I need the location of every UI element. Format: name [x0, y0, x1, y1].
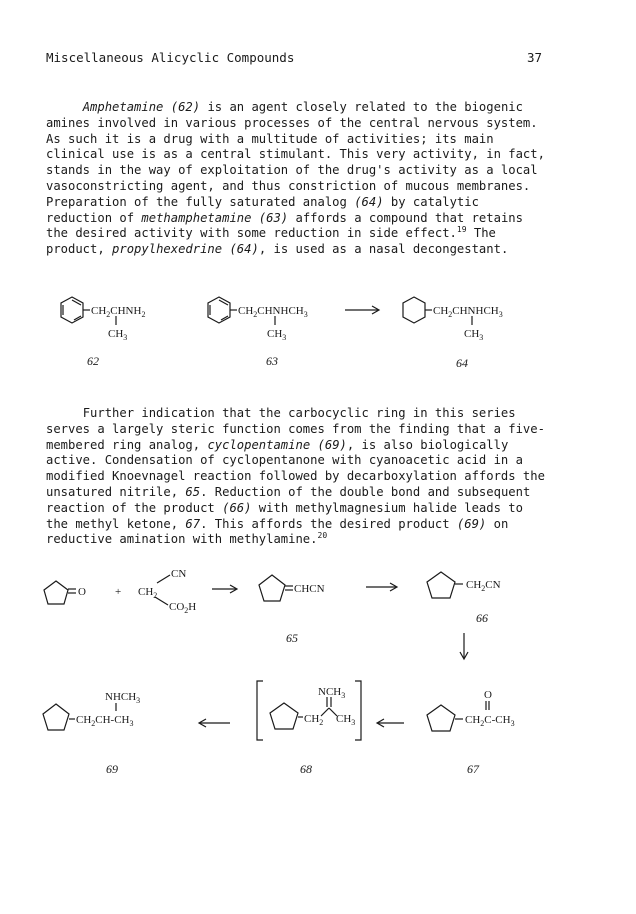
cyclopentanone-ring [44, 581, 68, 604]
label-69: 69 [106, 762, 118, 776]
group-ch3-68: $CH_3$ [336, 713, 356, 727]
ref-69: (69) [317, 437, 347, 452]
text-span: by catalytic reduction of [46, 194, 479, 225]
benzene-ring-62 [61, 297, 83, 323]
page-number: 37 [526, 50, 542, 65]
formula-64-chain: $CH_2CHNHCH_3$ [433, 305, 503, 319]
ref-64b: (64) [229, 242, 259, 257]
label-62: 62 [87, 354, 99, 368]
formula-64-methyl: $CH_3$ [464, 328, 484, 342]
text-span: is an agent closely related to the biogenic amines involved in various processes of the central nervous system. As such it is a drug with a multitude of activities; its main clinical use is as a central stimulant. This very activity, in fact, stands in the way of exploitation of the drug's activity as a local vasoconstricting agent, and thus constriction of mucous membranes. Preparation of the fully saturated analog [46, 100, 545, 209]
group-ch2: $CH_2$ [138, 586, 158, 600]
ref-64: (64) [354, 194, 384, 209]
group-co2h: $CO_2H$ [169, 601, 197, 615]
bracket-right [355, 681, 361, 740]
formula-63-chain: $CH_2CHNHCH_3$ [238, 305, 308, 319]
ref-65: 65 [185, 484, 201, 499]
group-nhch3: $NHCH_3$ [105, 691, 141, 705]
label-68: 68 [300, 762, 312, 776]
term-amphetamine: Amphetamine [82, 100, 164, 114]
text-span: . This affords the desired product [200, 516, 457, 531]
term-propylhexedrine: propylhexedrine [112, 242, 223, 257]
cyclopentane-ring-69 [43, 704, 69, 730]
term-methamphetamine: methamphetamine [141, 210, 252, 225]
ref-62: (62) [170, 100, 201, 114]
text-span: , is used as a nasal decongestant. [258, 242, 509, 257]
label-63: 63 [266, 354, 278, 368]
group-nch3: $NCH_3$ [318, 686, 346, 700]
term-cyclopentamine: cyclopentamine [207, 437, 311, 452]
label-64: 64 [456, 356, 468, 370]
footnote-20: 20 [317, 531, 328, 541]
group-cn: CN [171, 568, 187, 580]
benzene-ring-63 [208, 297, 230, 323]
cyclopentane-ring-67 [427, 705, 455, 731]
plus-sign: + [115, 586, 122, 598]
text-span: affords a compound that retains the desired activity with some reduction in side effect. [46, 210, 523, 241]
text-span: Further indication that the carbocyclic ring in this series serves a largely steric function comes from the finding that a five-membered ring analog, [46, 406, 545, 452]
atom-oxygen-67: O [484, 689, 492, 701]
formula-62-methyl: $CH_3$ [108, 328, 128, 342]
formula-63-methyl: $CH_3$ [267, 328, 287, 342]
bond [321, 708, 329, 716]
ref-66: (66) [222, 500, 252, 515]
cyclopentane-ring-66 [427, 572, 455, 598]
ref-63: (63) [258, 210, 289, 225]
group-ch2-68: $CH_2$ [304, 713, 324, 727]
footnote-19: 19 [456, 225, 467, 235]
group-ch2cn: $CH_2CN$ [466, 579, 501, 593]
text-span: . Reduction of the double bond and subsequent reaction of the product [46, 484, 531, 515]
cyclopentylidene-ring-65 [259, 575, 285, 601]
text-span: , is also biologically active. Condensation of cyclopentanone with cyanoacetic acid in a modified Knoevnagel reaction followed by decarboxylation affords the unsatured nitrile, [46, 437, 545, 499]
formula-62-chain: $CH_2CHNH_2$ [91, 305, 146, 319]
bracket-left [257, 681, 263, 740]
atom-oxygen: O [78, 586, 86, 598]
label-67: 67 [467, 762, 479, 776]
ref-67: 67 [185, 516, 201, 531]
text-span: on reductive amination with methylamine. [46, 516, 509, 547]
group-chcn: CHCN [294, 583, 325, 595]
formula-69-chain: $CH_2CH-CH_3$ [76, 714, 134, 728]
ref-69b: (69) [456, 516, 487, 531]
formula-67-chain: $CH_2C-CH_3$ [465, 714, 515, 728]
text-span: The product, [46, 226, 496, 257]
text-span: with methylmagnesium halide leads to the methyl ketone, [46, 500, 523, 531]
cyclohexane-ring-64 [403, 297, 425, 323]
running-title: Miscellaneous Alicyclic Compounds [46, 50, 295, 65]
bond [157, 575, 170, 583]
label-65: 65 [286, 631, 298, 645]
cyclopentane-ring-68 [270, 703, 298, 729]
label-66: 66 [476, 611, 488, 625]
